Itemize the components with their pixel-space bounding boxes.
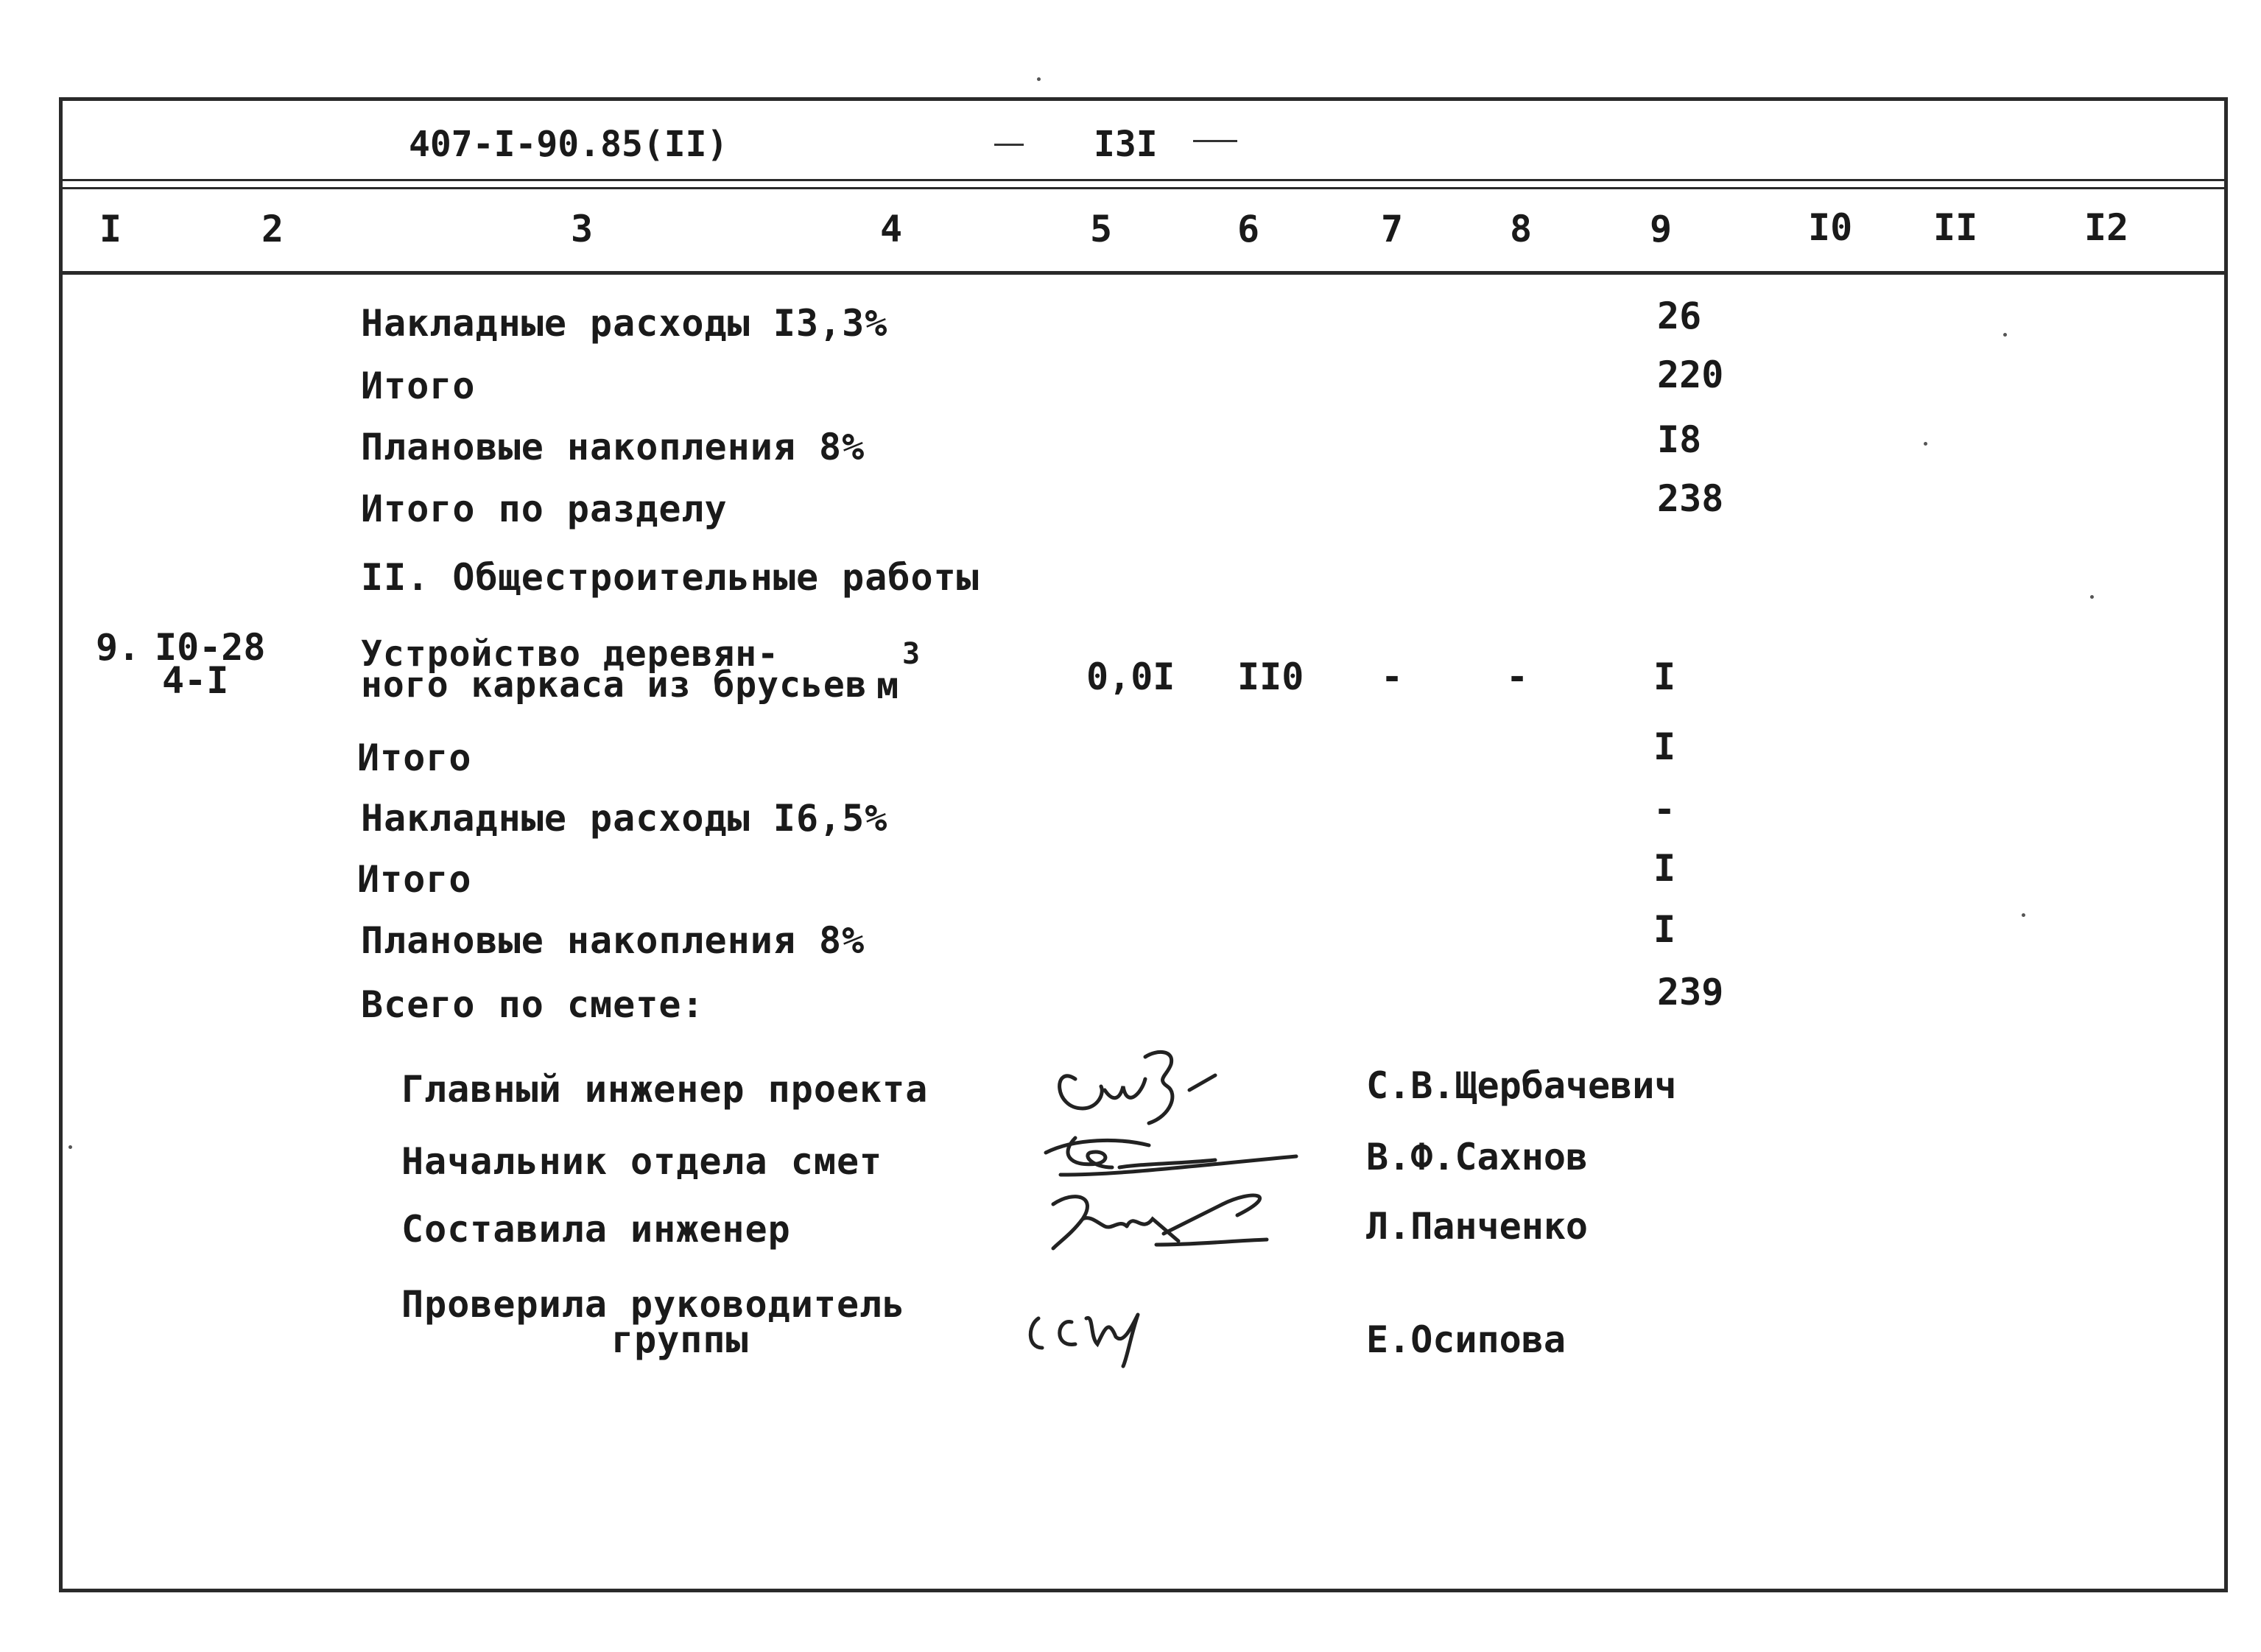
signature-role: Проверила руководитель	[401, 1283, 906, 1326]
item-code-top: I0-28	[155, 626, 266, 669]
row-description: Итого	[357, 737, 472, 779]
item-code-bottom: 4-I	[162, 659, 229, 702]
row-description: Итого	[361, 365, 476, 407]
scan-speck	[2003, 333, 2007, 337]
signature-role: Составила инженер	[401, 1208, 791, 1251]
item-description-line1: Устройство деревян-	[361, 633, 780, 675]
row-description: Итого	[357, 858, 472, 901]
item-unit: м	[876, 664, 899, 707]
scan-speck	[2022, 913, 2025, 917]
column-number: I	[99, 208, 122, 250]
row-description: Накладные расходы I6,5%	[361, 797, 888, 840]
column-header-rule	[59, 271, 2228, 275]
row-value-col9: 220	[1657, 354, 1724, 396]
row-description: Плановые накопления 8%	[361, 919, 865, 962]
signatory-name: В.Ф.Сахнов	[1366, 1136, 1589, 1178]
scan-speck	[1037, 77, 1041, 81]
signature-role: Начальник отдела смет	[401, 1140, 883, 1183]
signature-role-continued: группы	[611, 1318, 749, 1361]
row-value-col9: 238	[1657, 477, 1724, 520]
signatory-name: Е.Осипова	[1366, 1318, 1566, 1361]
row-description: Всего по смете:	[361, 983, 705, 1026]
item-value-col9: I	[1653, 655, 1676, 698]
scan-speck	[68, 1145, 72, 1149]
column-number: 9	[1650, 208, 1673, 250]
signatory-name: Л.Панченко	[1366, 1205, 1589, 1248]
column-number: 5	[1090, 208, 1113, 250]
item-value-col7: -	[1381, 655, 1404, 698]
row-value-col9: -	[1653, 788, 1676, 831]
item-number: 9.	[96, 626, 141, 669]
row-value-col9: I	[1653, 847, 1676, 890]
scan-speck	[2090, 595, 2094, 599]
column-number: 4	[880, 208, 903, 250]
document-code: 407-I-90.85(II)	[409, 124, 728, 165]
item-value-col8: -	[1506, 655, 1529, 698]
column-number: 6	[1237, 208, 1260, 250]
scan-speck	[1924, 442, 1927, 446]
handwritten-signature	[1020, 1293, 1212, 1374]
column-number: 8	[1510, 208, 1533, 250]
dash-decoration	[1193, 140, 1237, 142]
column-number: 7	[1381, 208, 1404, 250]
header-rule-double	[59, 187, 2228, 189]
signatory-name: С.В.Щербачевич	[1366, 1064, 1677, 1107]
row-description: Плановые накопления 8%	[361, 426, 865, 468]
item-value-col5: 0,0I	[1086, 655, 1175, 698]
page-number: I3I	[1094, 124, 1158, 165]
column-number: 3	[571, 208, 594, 250]
row-value-col9: I	[1653, 908, 1676, 951]
signature-role: Главный инженер проекта	[401, 1068, 929, 1111]
row-description: Итого по разделу	[361, 488, 728, 530]
row-value-col9: 26	[1657, 295, 1702, 337]
item-unit-superscript: 3	[902, 637, 921, 671]
item-value-col6: II0	[1237, 655, 1304, 698]
section-heading: II. Общестроительные работы	[361, 556, 980, 599]
handwritten-signature	[1031, 1175, 1311, 1263]
column-number: I0	[1808, 206, 1853, 249]
row-description: Накладные расходы I3,3%	[361, 302, 888, 345]
column-number: I2	[2084, 206, 2129, 249]
handwritten-signature	[1046, 1035, 1281, 1138]
column-number: 2	[261, 208, 284, 250]
row-value-col9: 239	[1657, 971, 1724, 1013]
row-value-col9: I8	[1657, 418, 1702, 461]
column-number: II	[1933, 206, 1978, 249]
dash-decoration	[994, 144, 1024, 146]
row-value-col9: I	[1653, 725, 1676, 768]
item-description-line2: ного каркаса из брусьев	[361, 664, 868, 706]
header-rule-top	[59, 179, 2228, 181]
